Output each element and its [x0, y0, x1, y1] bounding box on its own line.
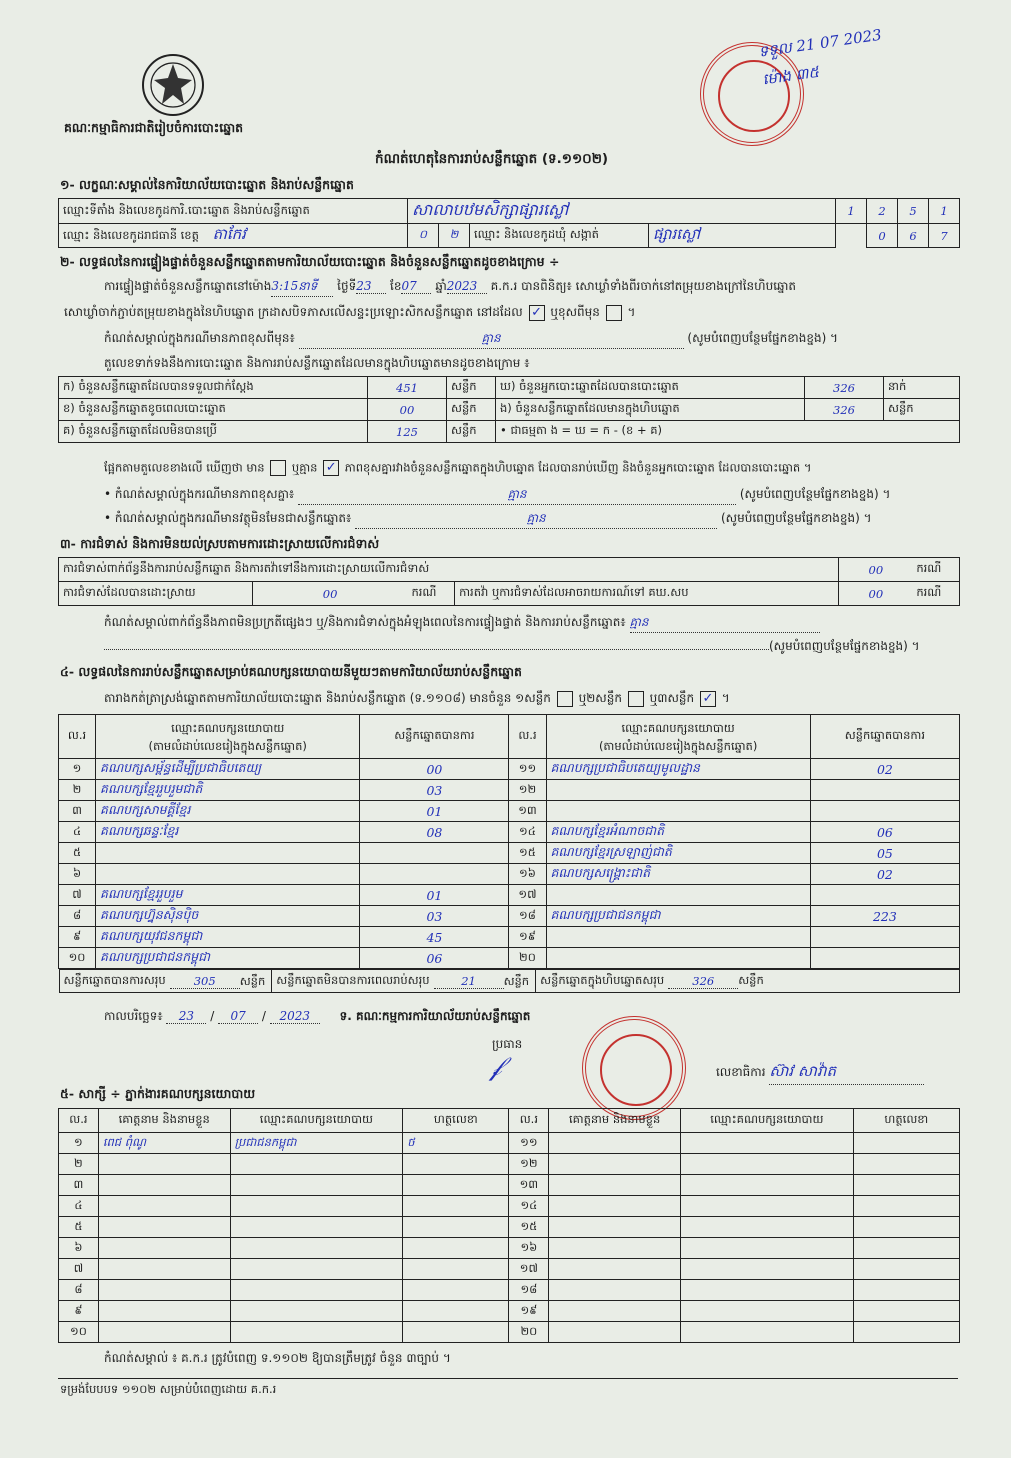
- table-row: [59, 906, 960, 927]
- witness-signature: [853, 1175, 959, 1196]
- row-number: ៣: [59, 801, 96, 822]
- in-box-value: 326: [805, 399, 884, 421]
- org-name: គណៈកម្មាធិការជាតិរៀបចំការបោះឆ្នោត: [64, 120, 244, 135]
- party-name: [96, 864, 360, 885]
- witness-name: [98, 1154, 230, 1175]
- sheets-2-checkbox[interactable]: [628, 691, 644, 707]
- table-row: [59, 1280, 960, 1301]
- province-code-2: ២: [439, 224, 470, 248]
- section5-title: ៥- សាក្សី ÷ ភ្នាក់ងារគណបក្សនយោបាយ: [60, 1086, 256, 1101]
- witness-signature: [853, 1154, 959, 1175]
- party-name: គណបក្សខ្មែរអំណាចជាតិ: [546, 822, 810, 843]
- row-number: ៩: [59, 927, 96, 948]
- party-votes: [810, 948, 959, 969]
- witness-signature: [853, 1280, 959, 1301]
- party-votes: [810, 927, 959, 948]
- witness-name: [549, 1217, 681, 1238]
- party-name: គណបក្សឆន្ទៈខ្មែរ: [96, 822, 360, 843]
- office-code-4: 1: [929, 199, 960, 224]
- commune-code-3: 7: [929, 224, 960, 248]
- section1-table: [58, 198, 960, 248]
- witness-signature: [403, 1238, 509, 1259]
- footnote: កំណត់សម្គាល់ ៖ គ.ក.រ ត្រូវបំពេញ ទ.១១០២ ឱ្យបានត្រឹមត្រូវ ចំនួន ៣ច្បាប់ ។: [104, 1351, 451, 1365]
- commune-label: ឈ្មោះ និងលេខកូដឃុំ សង្កាត់: [470, 224, 649, 248]
- row-number: ៧: [59, 1259, 99, 1280]
- witness-name: [549, 1175, 681, 1196]
- table-row: [59, 780, 960, 801]
- party-name: គណបក្សហ្វ៊ុនស៊ិនប៉ិច: [96, 906, 360, 927]
- form-title: កំណត់ហេតុនៃការរាប់សន្លឹកឆ្នោត (ទ.១១០២): [375, 151, 609, 167]
- total-invalid-value: 21: [434, 974, 504, 989]
- witness-party: [230, 1280, 403, 1301]
- row-number: ១៧: [509, 885, 546, 906]
- witness-party: [230, 1238, 403, 1259]
- witness-signature: [853, 1133, 959, 1154]
- witness-name: [549, 1301, 681, 1322]
- witness-signature: [403, 1196, 509, 1217]
- party-votes: 45: [360, 927, 509, 948]
- party-name: គណបក្សប្រជាធិបតេយ្យមូលដ្ឋាន: [546, 759, 810, 780]
- party-votes: 06: [810, 822, 959, 843]
- resolved-value: 00: [252, 582, 407, 606]
- stamp-handwriting: ទទួល 21 07 2023 ម៉ោង ៣៥: [757, 25, 883, 89]
- objections-table: ការជំទាស់ពាក់ព័ន្ធនឹងការរាប់សន្លឹកឆ្នោត និងការតវ៉ាទៅនឹងការដោះស្រាយលើការជំទាស់ 00 ករណី ការជំទាស់ដែលបានដោះស្រាយ 00 ករណី ការតវ៉ា ឬការជំទាស់ដែលអាចរាយការណ៍ទៅ គឃ.សប 00 ករណី: [58, 557, 960, 606]
- table-row: [59, 927, 960, 948]
- month-value: 07: [401, 279, 431, 294]
- table-row: [59, 1217, 960, 1238]
- witness-name: [98, 1238, 230, 1259]
- witness-party: [230, 1196, 403, 1217]
- witness-name: [549, 1259, 681, 1280]
- total-box-label: សន្លឹកឆ្នោតក្នុងហិបឆ្នោតសរុប: [540, 972, 665, 987]
- row-number: ៣: [59, 1175, 99, 1196]
- row-number: ១៥: [509, 843, 546, 864]
- form-footer: ទម្រង់បែបបទ ១១០២ សម្រាប់បំពេញដោយ គ.ក.រ: [60, 1382, 277, 1396]
- witness-table: ល.រ គោត្តនាម និងនាមខ្លួន ឈ្មោះគណបក្សនយោបាយ ហត្ថលេខា ល.រ គោត្តនាម និងនាមខ្លួន ឈ្មោះគណបក្សនយោបាយ ហត្ថលេខា ១ ពេជ ពុំណូ ប្រជាជនកម្ពុជា ថ ១១ ២ ១២ ៣ ១៣ ៤ ១៤ ៥ ១៥ ៦ ១៦ ៧ ១៧ ៨ ១៨ ៩ ១៩ ១០ ២០: [58, 1108, 960, 1343]
- witness-party: [681, 1301, 854, 1322]
- witness-signature: [853, 1322, 959, 1343]
- row-number: ១៦: [509, 1238, 549, 1259]
- party-votes: [360, 864, 509, 885]
- witness-party: [681, 1133, 854, 1154]
- table-row: [59, 1154, 960, 1175]
- figure-row: ក) ចំនួនសន្លឹកឆ្នោតដែលបានទទួលជាក់ស្តែង 451 សន្លឹក ឃ) ចំនួនអ្នកបោះឆ្នោតដែលបានបោះឆ្នោត 326 នាក់: [59, 377, 960, 399]
- row-number: ១៧: [509, 1259, 549, 1280]
- table-row: [59, 1196, 960, 1217]
- province-code-1: ០: [408, 224, 439, 248]
- section2-note: កំណត់សម្គាល់ក្នុងករណីមានភាពខុសពីមុន៖ គ្មាន (សូមបំពេញបន្ថែមផ្នែកខាងខ្នង) ។: [104, 330, 838, 349]
- party-name: គណបក្សខ្មែររួបរួមជាតិ: [96, 780, 360, 801]
- footer-divider: [58, 1378, 958, 1379]
- section2-title: ២- លទ្ធផលនៃការផ្ទៀងផ្ទាត់ចំនួនសន្លឹកឆ្នោតតាមការិយាល័យបោះឆ្នោត និងចំនួនសន្លឹកឆ្នោតដូចខាងក្រោម ÷: [60, 254, 560, 269]
- secretary-name: ស៊ាវ សាវ៉ាត: [769, 1062, 924, 1085]
- total-valid-value: 305: [170, 974, 240, 989]
- row-number: ១៣: [509, 801, 546, 822]
- nec-emblem: [140, 52, 206, 118]
- party-name: គណបក្សខ្មែរស្រឡាញ់ជាតិ: [546, 843, 810, 864]
- witness-party: [681, 1175, 854, 1196]
- party-name: [546, 948, 810, 969]
- witness-party: [230, 1301, 403, 1322]
- section2-intro-line2: សោឃ្លាំចាក់ភ្ជាប់តម្រុយខាងក្នុងនៃហិបឆ្នោត ក្រដាសបិទភាសលើសន្ទះប្រឡោះសិកសន្លឹកឆ្នោត នៅដដែល ✓ ឬខុសពីមុន ។: [64, 304, 636, 320]
- sheets-1-checkbox[interactable]: [557, 691, 573, 707]
- witness-name: [549, 1154, 681, 1175]
- row-number: ១៩: [509, 927, 546, 948]
- date-line: កាលបរិច្ឆេទ៖ 23 / 07 / 2023 ទ. គណៈកម្មការការិយាល័យរាប់សន្លឹកឆ្នោត: [104, 1009, 531, 1023]
- section3-note: កំណត់សម្គាល់ពាក់ព័ន្ធនឹងភាពមិនប្រក្រតីផ្សេងៗ ឬ/និងការជំទាស់ក្នុងអំឡុងពេលនៃការផ្ទៀងផ្ទាត់ និងការរាប់សន្លឹកឆ្នោត៖ គ្មាន: [104, 614, 820, 633]
- party-votes: 00: [360, 759, 509, 780]
- row-number: ៨: [59, 906, 96, 927]
- witness-signature: [853, 1259, 959, 1280]
- table-row: [59, 801, 960, 822]
- row-number: ៤: [59, 1196, 99, 1217]
- row-number: ១: [59, 759, 96, 780]
- row-number: ១៦: [509, 864, 546, 885]
- section4-intro: តារាងកត់ត្រាស្រង់ឆ្នោតតាមការិយាល័យបោះឆ្នោត និងរាប់សន្លឹកឆ្នោត (ទ.១១០៨) មានចំនួន ១សន្លឹក ឬ២សន្លឹក ឬ៣សន្លឹក ✓ ។: [104, 690, 730, 706]
- party-name: គណបក្សសម្ព័ន្ធដើម្បីប្រជាធិបតេយ្យ: [96, 759, 360, 780]
- sheets-3-checkbox[interactable]: ✓: [700, 691, 716, 707]
- committee-label: ទ. គណៈកម្មការការិយាល័យរាប់សន្លឹកឆ្នោត: [339, 1009, 531, 1023]
- row-number: ១៥: [509, 1217, 549, 1238]
- row-number: ២០: [509, 948, 546, 969]
- table-row: [59, 822, 960, 843]
- table-row: [59, 1175, 960, 1196]
- witness-party: [230, 1259, 403, 1280]
- year-value: 2023: [447, 279, 487, 294]
- witness-name: [98, 1175, 230, 1196]
- witness-name: [98, 1280, 230, 1301]
- foreign-object-note: • កំណត់សម្គាល់ក្នុងករណីមានវត្ថុមិនមែនជាសន្លឹកឆ្នោត៖ គ្មាន (សូមបំពេញបន្ថែមផ្នែកខាងខ្នង) ។: [104, 510, 872, 529]
- party-name: [546, 780, 810, 801]
- commune-code-1: 0: [867, 224, 898, 248]
- table-row: [59, 843, 960, 864]
- row-number: ១១: [509, 1133, 549, 1154]
- row-number: ៩: [59, 1301, 99, 1322]
- party-name: គណបក្សសាមគ្គីខ្មែរ: [96, 801, 360, 822]
- witness-signature: [853, 1217, 959, 1238]
- appeals-value: 00: [839, 582, 912, 606]
- row-number: ៨: [59, 1280, 99, 1301]
- row-number: ១៣: [509, 1175, 549, 1196]
- row-number: ១៤: [509, 1196, 549, 1217]
- office-label: ឈ្មោះទីតាំង និងលេខកូដការិ.បោះឆ្នោត និងរាប់សន្លឹកឆ្នោត: [59, 199, 408, 224]
- party-votes: 05: [810, 843, 959, 864]
- witness-party: [681, 1154, 854, 1175]
- party-votes: [810, 780, 959, 801]
- party-votes: 03: [360, 780, 509, 801]
- commune-value: ផ្សារស្លៅ: [649, 224, 836, 248]
- party-name: [96, 843, 360, 864]
- commune-code-2: 6: [898, 224, 929, 248]
- table-row: [59, 864, 960, 885]
- witness-party: [681, 1217, 854, 1238]
- row-number: ២: [59, 1154, 99, 1175]
- total-invalid-label: សន្លឹកឆ្នោតមិនបានការពេលរាប់សរុប: [276, 972, 430, 987]
- witness-name: [98, 1301, 230, 1322]
- table-row: [59, 1259, 960, 1280]
- row-number: ៧: [59, 885, 96, 906]
- party-votes: 01: [360, 885, 509, 906]
- witness-signature: [403, 1154, 509, 1175]
- row-number: ១៨: [509, 906, 546, 927]
- row-number: ១៨: [509, 1280, 549, 1301]
- witness-signature: [853, 1301, 959, 1322]
- party-name: គណបក្សប្រជាជនកម្ពុជា: [546, 906, 810, 927]
- row-number: ១១: [509, 759, 546, 780]
- party-votes: 02: [810, 864, 959, 885]
- witness-name: [98, 1217, 230, 1238]
- party-votes: [810, 885, 959, 906]
- party-votes: 06: [360, 948, 509, 969]
- witness-party: [230, 1217, 403, 1238]
- party-votes: [360, 843, 509, 864]
- row-number: ១: [59, 1133, 99, 1154]
- witness-party: [681, 1238, 854, 1259]
- party-votes: 01: [360, 801, 509, 822]
- altered-checkbox[interactable]: [606, 305, 622, 321]
- row-number: ១៩: [509, 1301, 549, 1322]
- table-row: [59, 1322, 960, 1343]
- row-number: ២០: [509, 1322, 549, 1343]
- party-votes: [810, 801, 959, 822]
- section2-intro-line1: ការផ្ទៀងផ្ទាត់ចំនួនសន្លឹកឆ្នោតនៅម៉ោង3:15នាទី ថ្ងៃទី23 ខែ07 ឆ្នាំ2023 គ.ក.រ បានពិនិត្យ៖ សោឃ្លាំទាំងពីរចាក់នៅតម្រុយខាងក្រៅនៃហិបឆ្នោត: [104, 278, 796, 297]
- row-number: ៤: [59, 822, 96, 843]
- row-number: ៥: [59, 843, 96, 864]
- table-row: [59, 948, 960, 969]
- witness-signature: [403, 1322, 509, 1343]
- province-value: តាកែវ: [212, 224, 246, 243]
- received-value: 451: [368, 377, 447, 399]
- party-votes: 03: [360, 906, 509, 927]
- witness-name: [549, 1238, 681, 1259]
- spoiled-value: 00: [368, 399, 447, 421]
- office-code-1: 1: [836, 199, 867, 224]
- witness-signature: [853, 1238, 959, 1259]
- day-value: 23: [356, 279, 386, 294]
- section4-title: ៤- លទ្ធផលនៃការរាប់សន្លឹកឆ្នោតសម្រាប់គណបក្សនយោបាយនីមួយៗតាមការិយាល័យរាប់សន្លឹកឆ្នោត: [60, 664, 522, 679]
- committee-stamp: [582, 1016, 686, 1120]
- row-number: ១៤: [509, 822, 546, 843]
- table-intro: តួលេខទាក់ទងនឹងការបោះឆ្នោត និងការរាប់សន្លឹកឆ្នោតដែលមានក្នុងហិបឆ្នោតមានដូចខាងក្រោម ៖: [104, 356, 530, 370]
- party-votes: 08: [360, 822, 509, 843]
- table-row: [59, 1301, 960, 1322]
- witness-party: [230, 1175, 403, 1196]
- difference-no-checkbox[interactable]: ✓: [323, 460, 339, 476]
- time-value: 3:15នាទី: [271, 278, 333, 297]
- witness-name: [98, 1322, 230, 1343]
- witness-party: [230, 1322, 403, 1343]
- office-code-3: 5: [898, 199, 929, 224]
- witness-party: [681, 1322, 854, 1343]
- row-number: ១០: [59, 1322, 99, 1343]
- witness-party: [681, 1280, 854, 1301]
- row-number: ១២: [509, 780, 546, 801]
- witness-name: [549, 1322, 681, 1343]
- total-valid-label: សន្លឹកឆ្នោតបានការសរុប: [63, 972, 166, 987]
- difference-note: • កំណត់សម្គាល់ក្នុងករណីមានភាពខុសគ្នា៖ គ្មាន (សូមបំពេញបន្ថែមផ្នែកខាងខ្នង) ។: [104, 486, 890, 505]
- party-name: គណបក្សសង្គ្រោះជាតិ: [546, 864, 810, 885]
- difference-yes-checkbox[interactable]: [270, 460, 286, 476]
- row-number: ៥: [59, 1217, 99, 1238]
- unused-value: 125: [368, 421, 447, 443]
- figure-row: ខ) ចំនួនសន្លឹកឆ្នោតខូចពេលបោះឆ្នោត 00 សន្លឹក ង) ចំនួនសន្លឹកឆ្នោតដែលមានក្នុងហិបឆ្នោត 326 សន្លឹក: [59, 399, 960, 421]
- witness-signature: ថ: [403, 1133, 509, 1154]
- party-name: គណបក្សប្រជាជនកម្ពុជា: [96, 948, 360, 969]
- table-row: [59, 1238, 960, 1259]
- office-value: សាលាបឋមសិក្សាផ្សារស្លៅ: [408, 199, 836, 224]
- section1-title: ១- លក្ខណៈសម្គាល់នៃការិយាល័យបោះឆ្នោត និងរាប់សន្លឹកឆ្នោត: [60, 177, 354, 192]
- table-row: [59, 885, 960, 906]
- witness-party: ប្រជាជនកម្ពុជា: [230, 1133, 403, 1154]
- office-code-2: 2: [867, 199, 898, 224]
- ballot-figures-table: [58, 376, 960, 443]
- witness-name: [549, 1280, 681, 1301]
- row-number: ៦: [59, 1238, 99, 1259]
- witness-name: [549, 1133, 681, 1154]
- voters-value: 326: [805, 377, 884, 399]
- party-name: គណបក្សខ្មែររួបរួម: [96, 885, 360, 906]
- intact-checkbox[interactable]: ✓: [529, 305, 545, 321]
- party-results-table: ល.រ ឈ្មោះគណបក្សនយោបាយ (តាមលំដាប់លេខរៀងក្នុងសន្លឹកឆ្នោត) សន្លឹកឆ្នោតបានការ ល.រ ឈ្មោះគណបក្សនយោបាយ (តាមលំដាប់លេខរៀងក្នុងសន្លឹកឆ្នោត) សន្លឹកឆ្នោតបានការ ១ គណបក្សសម្ព័ន្ធដើម្បីប្រជាធិបតេយ្យ 00 ១១ គណបក្សប្រជាធិបតេយ្យមូលដ្ឋាន 02 ២ គណបក្សខ្មែររួបរួមជាតិ 03 ១២ ៣ គណបក្សសាមគ្គីខ្មែរ 01 ១៣ ៤ គណបក្សឆន្ទៈខ្មែរ 08 ១៤ គណបក្សខ្មែរអំណាចជាតិ 06 ៥ ១៥ គណបក្សខ្មែរស្រឡាញ់ជាតិ 05 ៦ ១៦ គណបក្សសង្គ្រោះជាតិ 02 ៧ គណបក្សខ្មែររួបរួម 01 ១៧ ៨ គណបក្សហ្វ៊ុនស៊ិនប៉ិច 03 ១៨ គណបក្សប្រជាជនកម្ពុជា 223 ៩ គណបក្សយុវជនកម្ពុជា 45 ១៩ ១០ គណបក្សប្រជាជនកម្ពុជា 06 ២០ សន្លឹកឆ្នោតបានការសរុប 305 សន្លឹក សន្លឹកឆ្នោតមិនបានការពេលរាប់សរុប 21 សន្លឹក សន្លឹកឆ្នោតក្នុងហិបឆ្នោតសរុប 326 សន្លឹក: [58, 714, 960, 993]
- total-box-value: 326: [668, 974, 738, 989]
- witness-name: ពេជ ពុំណូ: [98, 1133, 230, 1154]
- witness-signature: [403, 1175, 509, 1196]
- section3-title: ៣- ការជំទាស់ និងការមិនយល់ស្របតាមការដោះស្រាយលើការជំទាស់: [60, 536, 380, 551]
- witness-party: [681, 1259, 854, 1280]
- chair-label: ប្រធាន: [492, 1037, 523, 1051]
- figure-row: គ) ចំនួនសន្លឹកឆ្នោតដែលមិនបានប្រើ 125 សន្លឹក • ជាធម្មតា ង = ឃ = ក - (ខ + គ): [59, 421, 960, 443]
- witness-signature: [403, 1259, 509, 1280]
- party-name: [546, 927, 810, 948]
- witness-signature: [853, 1196, 959, 1217]
- witness-name: [98, 1259, 230, 1280]
- party-name: គណបក្សយុវជនកម្ពុជា: [96, 927, 360, 948]
- secretary-line: លេខាធិការ ស៊ាវ សាវ៉ាត: [716, 1062, 924, 1085]
- note-value: គ្មាន: [299, 330, 684, 349]
- row-number: ១២: [509, 1154, 549, 1175]
- compare-line: ផ្អែកតាមតួលេខខាងលើ ឃើញថា មាន ឬគ្មាន ✓ ភាពខុសគ្នារវាងចំនួនសន្លឹកឆ្នោតក្នុងហិបឆ្នោត ដែលបានរាប់ឃើញ និងចំនួនអ្នកបោះឆ្នោត ដែលបានបោះឆ្នោត ។: [104, 460, 812, 475]
- formula: • ជាធម្មតា ង = ឃ = ក - (ខ + គ): [496, 421, 960, 443]
- table-row: [59, 759, 960, 780]
- row-number: ៦: [59, 864, 96, 885]
- row-number: ២: [59, 780, 96, 801]
- witness-signature: [403, 1217, 509, 1238]
- party-name: [546, 801, 810, 822]
- table-row: [59, 1133, 960, 1154]
- party-name: [546, 885, 810, 906]
- party-votes: 223: [810, 906, 959, 927]
- chair-signature: 𝒻: [490, 1052, 502, 1082]
- witness-name: [549, 1196, 681, 1217]
- party-votes: 02: [810, 759, 959, 780]
- row-number: ១០: [59, 948, 96, 969]
- witness-signature: [403, 1301, 509, 1322]
- objections-value: 00: [839, 558, 912, 582]
- witness-party: [681, 1196, 854, 1217]
- witness-signature: [403, 1280, 509, 1301]
- section3-note-suffix: (សូមបំពេញបន្ថែមផ្នែកខាងខ្នង) ។: [104, 638, 920, 656]
- witness-name: [98, 1196, 230, 1217]
- witness-party: [230, 1154, 403, 1175]
- province-label: ឈ្មោះ និងលេខកូដរាជធានី ខេត្ត តាកែវ: [59, 224, 408, 248]
